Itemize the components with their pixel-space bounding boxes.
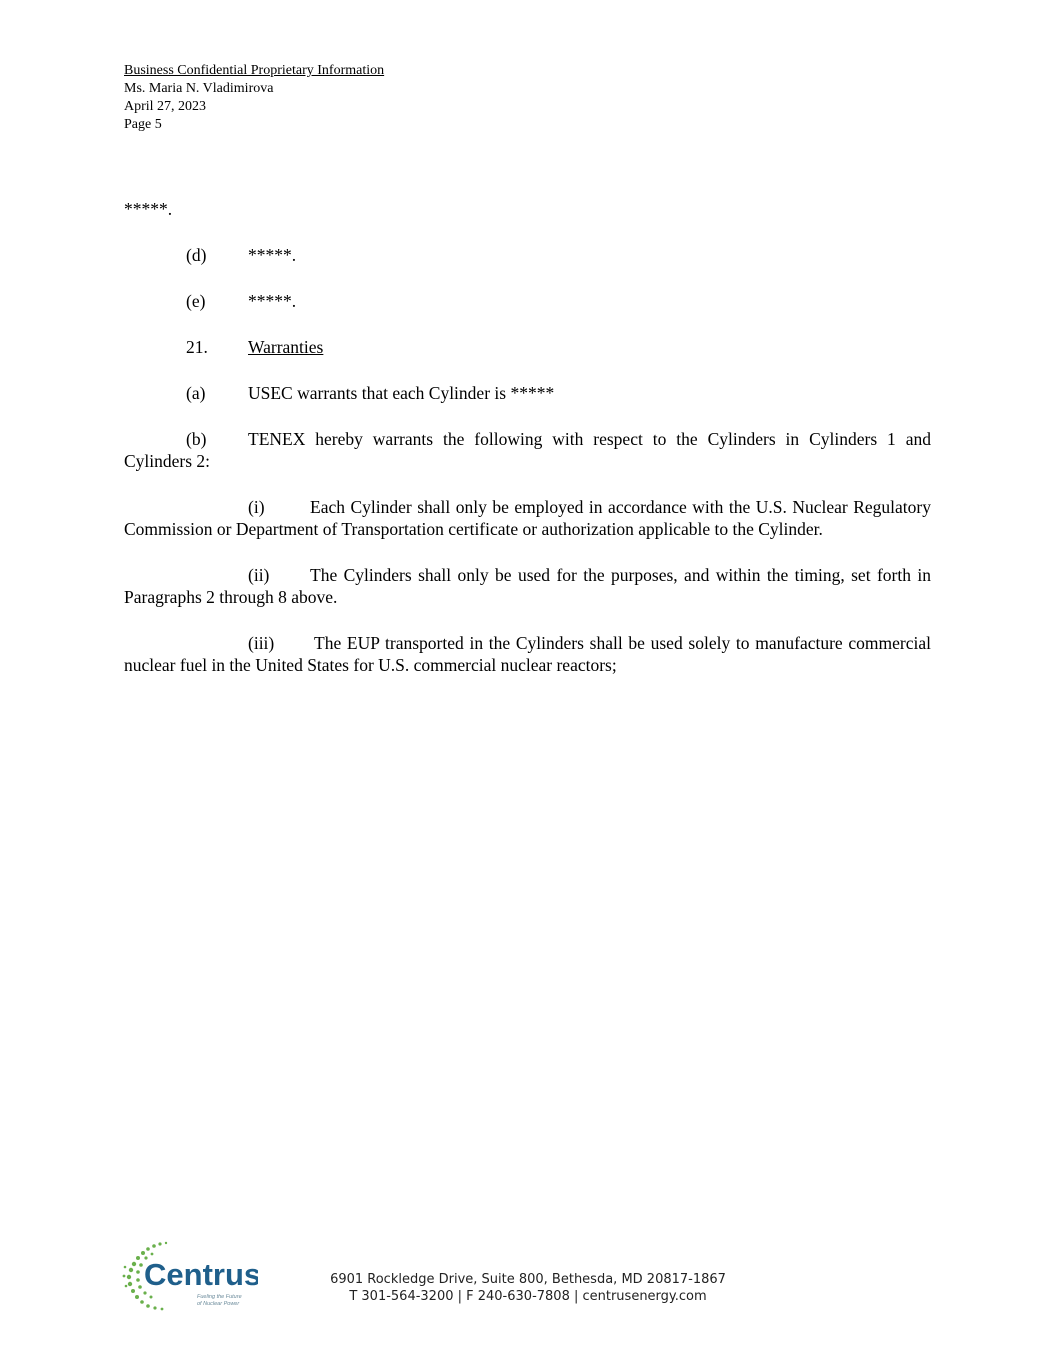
item-d xyxy=(124,244,931,266)
letter-header xyxy=(124,62,384,134)
item-ii-text: The Cylinders shall only be used for the purposes, and within the timing, set forth in Paragraphs 2 through 8 above. xyxy=(124,565,931,607)
confidential-label: Business Confidential Proprietary Information xyxy=(124,63,385,78)
continuation-text: *****. xyxy=(124,199,173,219)
item-i-label: (i) xyxy=(248,497,265,517)
item-d-label: (d) xyxy=(186,245,207,265)
item-a-text: USEC warrants that each Cylinder is ***** xyxy=(248,383,555,403)
item-iii-label: (iii) xyxy=(248,633,275,653)
item-ii xyxy=(124,564,931,608)
section-21-heading xyxy=(124,336,931,358)
item-i xyxy=(124,496,931,540)
centrus-logo-mark xyxy=(122,1240,258,1314)
item-e xyxy=(124,290,931,312)
footer-address-block xyxy=(300,1271,756,1305)
section-21-title: Warranties xyxy=(248,337,324,357)
page-number: Page 5 xyxy=(124,117,162,132)
item-iii-text: The EUP transported in the Cylinders shall be used solely to manufacture commercial nuclear fuel in the United States for U.S. commercial nuclear reactors; xyxy=(124,633,931,675)
logo-tagline-line-2: of Nuclear Power xyxy=(197,1301,240,1307)
item-b xyxy=(124,428,931,472)
item-e-text: *****. xyxy=(248,291,297,311)
centrus-logo xyxy=(122,1240,258,1314)
item-d-text: *****. xyxy=(248,245,297,265)
footer-address: 6901 Rockledge Drive, Suite 800, Bethesda, MD 20817-1867 xyxy=(330,1272,726,1287)
item-iii xyxy=(124,632,931,676)
continuation-line xyxy=(124,198,931,220)
item-b-label: (b) xyxy=(186,429,207,449)
section-21-number: 21. xyxy=(186,337,208,357)
item-b-text: TENEX hereby warrants the following with respect to the Cylinders in Cylinders 1 and Cylinders 2: xyxy=(124,429,931,471)
item-i-text: Each Cylinder shall only be employed in accordance with the U.S. Nuclear Regulatory Commission or Department of Transportation certificate or authorization applicable to the Cylinder. xyxy=(124,497,931,539)
item-e-label: (e) xyxy=(186,291,206,311)
item-a-label: (a) xyxy=(186,383,206,403)
letter-date: April 27, 2023 xyxy=(124,99,207,114)
logo-tagline-line-1: Fueling the Future xyxy=(197,1294,242,1300)
footer-contact: T 301-564-3200 | F 240-630-7808 | centrusenergy.com xyxy=(349,1289,707,1304)
recipient-name: Ms. Maria N. Vladimirova xyxy=(124,81,274,96)
letter-body xyxy=(124,198,931,676)
item-a xyxy=(124,382,931,404)
logo-wordmark: Centrus xyxy=(144,1257,258,1292)
item-ii-label: (ii) xyxy=(248,565,270,585)
